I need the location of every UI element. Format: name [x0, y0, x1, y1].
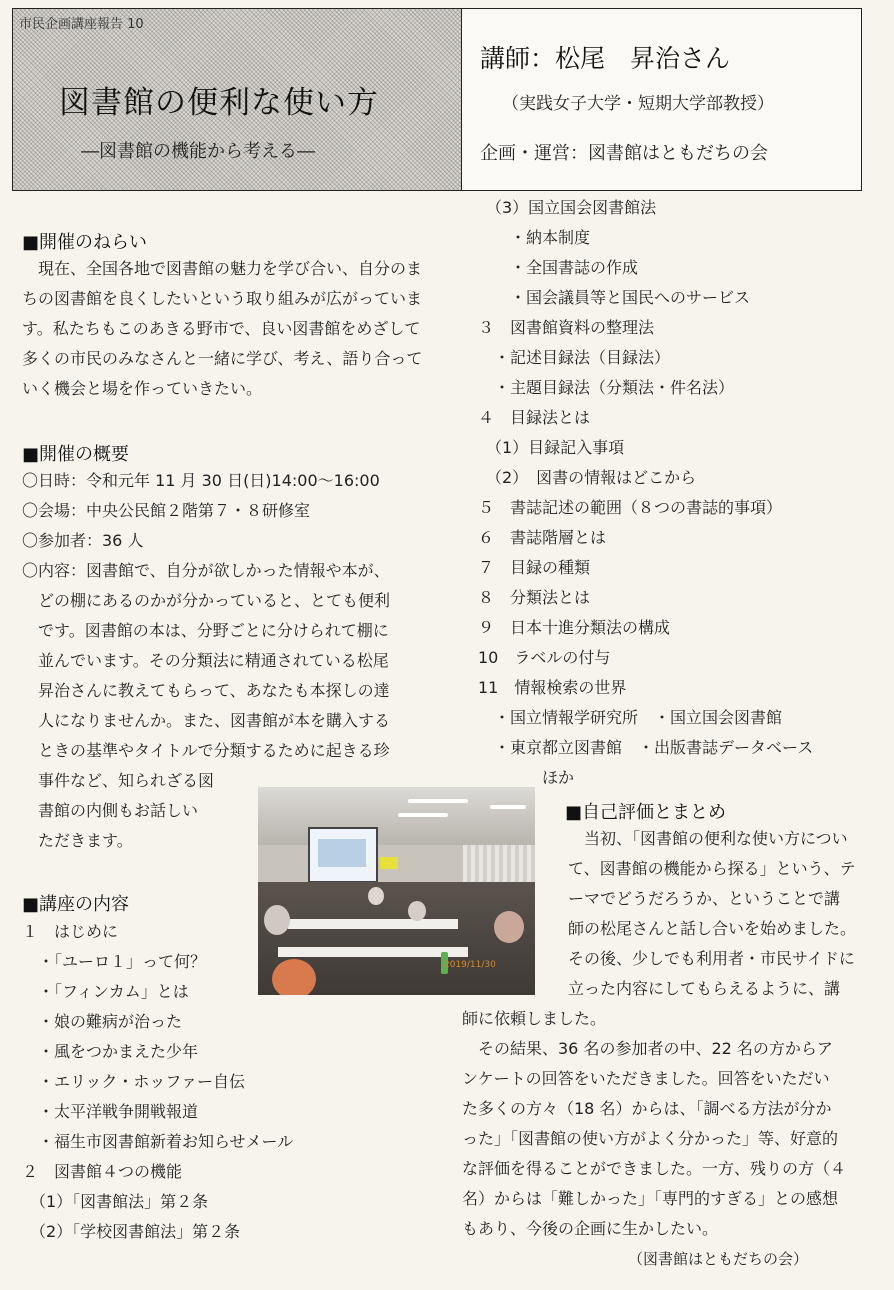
course-item: １ はじめに: [22, 922, 119, 941]
summary-line: な評価を得ることができました。一方、残りの方（４: [462, 1159, 847, 1178]
page-title: 図書館の便利な使い方: [59, 85, 379, 121]
course-item: ・国会議員等と国民へのサービス: [478, 288, 751, 307]
summary-line: ンケートの回答をいただきました。回答をいただい: [462, 1069, 830, 1088]
course-item: ８ 分類法とは: [478, 588, 591, 607]
overview-content-line: ときの基準やタイトルで分類するために起きる珍: [22, 741, 390, 760]
series-label: 市民企画講座報告 10: [19, 17, 144, 32]
course-item: ・福生市図書館新着お知らせメール: [22, 1132, 294, 1151]
summary-line: 名）からは「難しかった」「専門的すぎる」との感想: [462, 1189, 839, 1208]
course-item: ３ 図書館資料の整理法: [478, 318, 655, 337]
course-item: ４ 目録法とは: [478, 408, 591, 427]
lecturer-affiliation: （実践女子大学・短期大学部教授）: [502, 94, 774, 114]
course-item: ・納本制度: [478, 228, 591, 247]
course-item: ・「ユーロ１」って何？: [22, 952, 207, 971]
photo-table: [288, 919, 458, 929]
course-item: ・「フィンカム」とは: [22, 982, 189, 1001]
lecture-photo: [258, 787, 535, 995]
summary-line: 師の松尾さんと話し合いを始めました。: [568, 919, 857, 938]
photo-person: [368, 887, 384, 905]
overview-content-line: 〇内容：図書館で、自分が欲しかった情報や本が、: [22, 561, 390, 580]
course-item: （2）「学校図書館法」第２条: [22, 1222, 241, 1241]
photo-sign: [380, 857, 398, 869]
course-item: ・東京都立図書館 ・出版書誌データベース: [478, 738, 814, 757]
course-item: 10 ラベルの付与: [478, 648, 611, 667]
course-item: （3）国立国会図書館法: [478, 198, 657, 217]
summary-line: ーマでどうだろうか、ということで講: [568, 889, 841, 908]
course-item: ５ 書誌記述の範囲（８つの書誌的事項）: [478, 498, 783, 517]
course-item: （1）目録記入事項: [478, 438, 625, 457]
photo-date-stamp: 2019/11/30: [444, 960, 496, 970]
summary-line: った」「図書館の使い方がよく分かった」等、好意的: [462, 1129, 839, 1148]
course-item: ・主題目録法（分類法・件名法）: [478, 378, 735, 397]
summary-line: その結果、36 名の参加者の中、22 名の方からア: [462, 1039, 833, 1058]
projection-screen: [308, 827, 378, 883]
photo-person: [494, 911, 524, 943]
overview-content-line: 事件など、知られざる図: [22, 771, 215, 790]
photo-ceiling: [258, 787, 535, 845]
lecturer-name: 講師：松尾 昇治さん: [480, 44, 731, 73]
aim-text: 現在、全国各地で図書館の魅力を学び合い、自分のまちの図書館を良くしたいという取り組みが広がっています。私たちもこのあきる野市で、良い図書館をめざして多くの市民のみなさんと一緒に学び、考え、語り合っていく機会と場を作っていきたい。: [22, 259, 423, 398]
overview-content-line: 並んでいます。その分類法に精通されている松尾: [22, 651, 389, 670]
overview-content-line: 書館の内側もお話しい: [22, 801, 199, 820]
photo-person: [408, 901, 426, 921]
overview-heading: ■開催の概要: [22, 444, 130, 465]
course-item: ９ 日本十進分類法の構成: [478, 618, 671, 637]
course-item: ・エリック・ホッファー自伝: [22, 1072, 246, 1091]
overview-content-line: 人になりませんか。また、図書館が本を購入する: [22, 711, 391, 730]
photo-light: [490, 805, 526, 809]
course-item: 11 情報検索の世界: [478, 678, 627, 697]
course-item: ・全国書誌の作成: [478, 258, 639, 277]
photo-table: [278, 947, 468, 957]
course-heading: ■講座の内容: [22, 894, 130, 915]
page-subtitle: ―図書館の機能から考える―: [81, 141, 315, 162]
signature: （図書館はともだちの会）: [628, 1250, 809, 1268]
course-item: ２ 図書館４つの機能: [22, 1162, 183, 1181]
overview-date: 〇日時：令和元年 11 月 30 日(日)14:00～16:00: [22, 471, 380, 490]
summary-line: その後、少しでも利用者・市民サイドに: [568, 949, 855, 968]
course-item: ・国立情報学研究所 ・国立国会図書館: [478, 708, 783, 727]
overview-content-line: です。図書館の本は、分野ごとに分けられて棚に: [22, 621, 389, 640]
course-item: ・娘の難病が治った: [22, 1012, 183, 1031]
course-item: （1）「図書館法」第２条: [22, 1192, 209, 1211]
photo-light: [398, 813, 448, 817]
course-item: ・風をつかまえた少年: [22, 1042, 199, 1061]
course-item: ・記述目録法（目録法）: [478, 348, 671, 367]
course-item: ７ 目録の種類: [478, 558, 591, 577]
organizer: 企画・運営：図書館はともだちの会: [480, 143, 768, 164]
course-item: （2） 図書の情報はどこから: [478, 468, 697, 487]
summary-line: 当初、「図書館の便利な使い方につい: [584, 829, 848, 848]
course-list-right: [478, 193, 813, 793]
summary-text-wide: [462, 1004, 846, 1244]
title-block: [12, 8, 462, 191]
summary-line: て、図書館の機能から探る」という、テ: [568, 859, 856, 878]
overview-attendees: 〇参加者：36 人: [22, 531, 144, 550]
overview-venue: 〇会場：中央公民館２階第７・８研修室: [22, 501, 311, 520]
course-item: ほか: [478, 768, 575, 787]
course-item: ・太平洋戦争開戦報道: [22, 1102, 199, 1121]
summary-line: 師に依頼しました。: [462, 1009, 607, 1028]
summary-line: もあり、今後の企画に生かしたい。: [462, 1219, 719, 1238]
summary-line: た多くの方々（18 名）からは、「調べる方法が分か: [462, 1099, 832, 1118]
photo-light: [408, 799, 468, 803]
course-item: ６ 書誌階層とは: [478, 528, 607, 547]
overview-content-line: どの棚にあるのかが分かっていると、とても便利: [22, 591, 391, 610]
overview-content-line: 昇治さんに教えてもらって、あなたも本探しの達: [22, 681, 390, 700]
summary-heading: ■自己評価とまとめ: [565, 802, 727, 823]
overview-content-line: ただきます。: [22, 831, 133, 850]
lecturer-block: [462, 8, 862, 191]
aim-heading: ■開催のねらい: [22, 232, 148, 253]
course-list-left: [22, 917, 293, 1247]
summary-text-narrow: [568, 824, 856, 1004]
summary-line: 立った内容にしてもらえるように、講: [568, 979, 841, 998]
